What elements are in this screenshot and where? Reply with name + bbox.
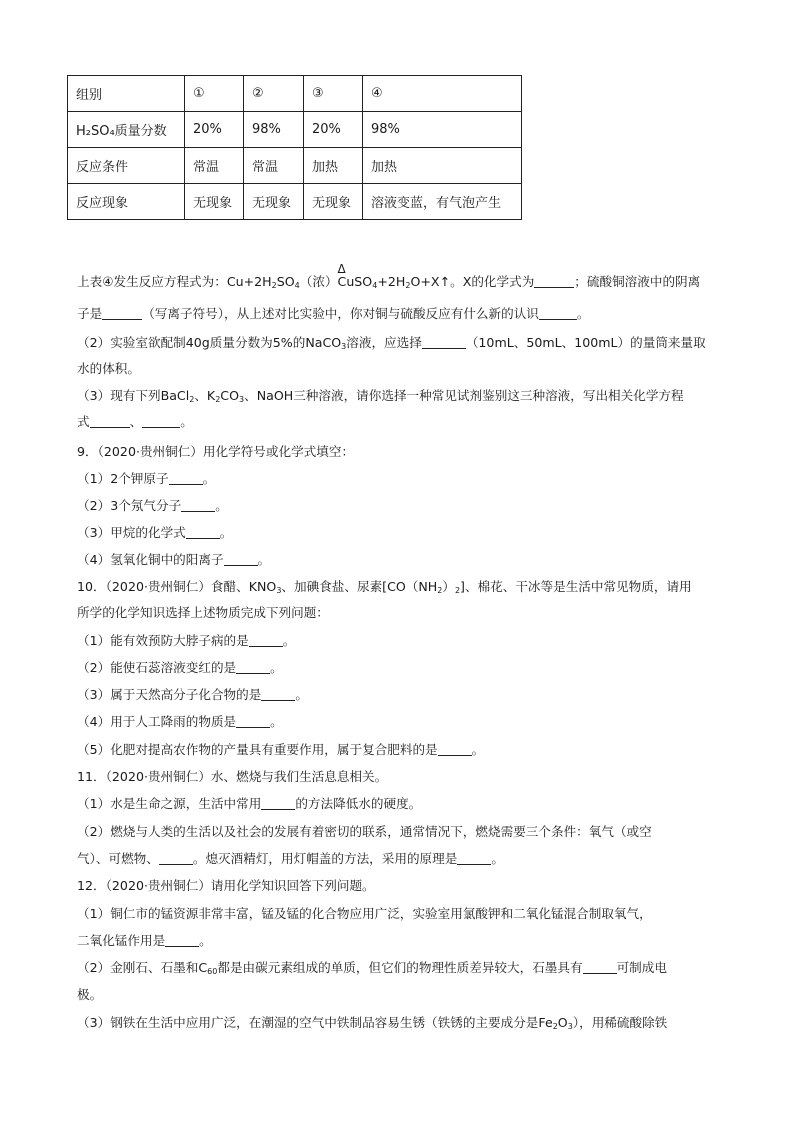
subscript: 4 bbox=[294, 281, 300, 290]
text-run: +2H bbox=[377, 274, 406, 289]
table-cell: ④ bbox=[363, 76, 522, 112]
text-run: （3）属于天然高分子化合物的是 bbox=[77, 687, 262, 702]
text-run: （3）现有下列BaCl bbox=[77, 388, 190, 403]
text-run: 。 bbox=[471, 742, 485, 757]
table-cell: 98% bbox=[363, 112, 522, 148]
answer-blank[interactable] bbox=[181, 498, 215, 512]
text-run: 。熄灭酒精灯，用灯帽盖的方法，采用的原理是 bbox=[192, 851, 458, 866]
text-run: 。 bbox=[576, 306, 590, 321]
text-run: （5）化肥对提高农作物的产量具有重要作用，属于复合肥料的是 bbox=[77, 742, 438, 757]
answer-blank[interactable] bbox=[90, 414, 130, 428]
text-run: 子是 bbox=[77, 306, 103, 321]
q10-item bbox=[77, 631, 295, 651]
text-run: 。 bbox=[180, 414, 193, 429]
answer-blank[interactable] bbox=[102, 306, 142, 320]
answer-blank[interactable] bbox=[169, 471, 203, 485]
table-cell: 98% bbox=[244, 112, 304, 148]
text-run: （4）用于人工降雨的物质是 bbox=[77, 714, 237, 729]
text-run: 。 bbox=[270, 660, 283, 675]
question-10-stem bbox=[77, 577, 692, 597]
text-run: ） bbox=[442, 579, 455, 594]
text-run: SO bbox=[276, 274, 295, 289]
text-run: 上表④发生反应方程式为：Cu+2H bbox=[77, 274, 272, 289]
text-run: 、 bbox=[129, 414, 143, 429]
q10-item bbox=[77, 658, 283, 678]
text-run: （2）能使石蕊溶液变红的是 bbox=[77, 660, 237, 675]
text-line bbox=[77, 304, 589, 324]
table-cell: 反应现象 bbox=[68, 184, 185, 220]
table-cell: 加热 bbox=[304, 148, 363, 184]
answer-blank[interactable] bbox=[186, 525, 220, 539]
subscript: 2 bbox=[405, 281, 411, 290]
text-line bbox=[77, 412, 193, 432]
q12-item: （1）铜仁市的锰资源非常丰富，锰及锰的化合物应用广泛，实验室用氯酸钾和二氧化锰混合制取氧气， bbox=[77, 906, 652, 921]
text-run: （写离子符号），从上述对比实验中，你对铜与硫酸反应有什么新的认识 bbox=[142, 306, 539, 321]
answer-blank[interactable] bbox=[142, 414, 180, 428]
table-cell: 加热 bbox=[363, 148, 522, 184]
question-9-stem: 9．（2020·贵州铜仁）用化学符号或化学式填空： bbox=[77, 444, 355, 459]
answer-blank[interactable] bbox=[261, 687, 295, 701]
table-cell: ② bbox=[244, 76, 304, 112]
text-run: 。 bbox=[295, 687, 308, 702]
answer-blank[interactable] bbox=[261, 796, 295, 810]
table-cell: 溶液变蓝，有气泡产生 bbox=[363, 184, 522, 220]
text-run: 二氧化锰作用是 bbox=[77, 933, 166, 948]
answer-blank[interactable] bbox=[422, 335, 466, 349]
text-run: （3）钢铁在生活中应用广泛，在潮湿的空气中铁制品容易生锈（铁锈的主要成分是Fe bbox=[77, 1015, 553, 1030]
table-cell: 无现象 bbox=[244, 184, 304, 220]
experiment-table bbox=[67, 75, 522, 220]
subscript: 2 bbox=[189, 395, 195, 404]
q10-item bbox=[77, 685, 308, 705]
question-10-stem-cont: 所学的化学知识选择上述物质完成下列问题： bbox=[77, 605, 329, 620]
answer-blank[interactable] bbox=[159, 851, 193, 865]
q12-item-cont: 极。 bbox=[77, 987, 103, 1002]
subscript: 2 bbox=[454, 586, 461, 595]
table-row bbox=[68, 184, 522, 220]
text-run: O bbox=[557, 1015, 568, 1030]
text-run: （4）氢氧化铜中的阳离子 bbox=[77, 552, 224, 567]
text-run: ），用稀硫酸除铁 bbox=[572, 1015, 668, 1030]
q11-item-cont bbox=[77, 849, 504, 869]
text-run: O+X↑。X的化学式为 bbox=[410, 274, 535, 289]
delta-sign: Δ bbox=[337, 262, 346, 276]
q9-item bbox=[77, 496, 228, 516]
answer-blank[interactable] bbox=[249, 633, 283, 647]
text-run: 气）、可燃物、 bbox=[77, 851, 159, 866]
table-cell: 20% bbox=[304, 112, 363, 148]
subscript: 2 bbox=[215, 395, 221, 404]
text-run: 。 bbox=[215, 498, 228, 513]
text-run: 。 bbox=[491, 851, 504, 866]
text-run: 。 bbox=[270, 714, 283, 729]
text-run: ]、棉花、干冰等是生活中常见物质，请用 bbox=[460, 579, 692, 594]
answer-blank[interactable] bbox=[165, 933, 199, 947]
text-line: 水的体积。 bbox=[77, 361, 140, 376]
table-row bbox=[68, 112, 522, 148]
text-run: 可制成电 bbox=[616, 960, 667, 975]
text-run: 。 bbox=[199, 933, 212, 948]
answer-blank[interactable] bbox=[438, 742, 472, 756]
text-run: 。 bbox=[219, 525, 233, 540]
q10-item bbox=[77, 712, 283, 732]
subscript: 2 bbox=[271, 281, 277, 290]
table-row bbox=[68, 148, 522, 184]
text-run: （1）能有效预防大脖子病的是 bbox=[77, 633, 249, 648]
subscript: 60 bbox=[207, 967, 218, 976]
table-cell: ① bbox=[185, 76, 244, 112]
text-run: 、NaOH三种溶液，请你选择一种常见试剂鉴别这三种溶液，写出相关化学方程 bbox=[244, 388, 684, 403]
table-cell: H₂SO₄质量分数 bbox=[68, 112, 185, 148]
q11-item: （2）燃烧与人类的生活以及社会的发展有着密切的联系，通常情况下，燃烧需要三个条件：氧气（或空 bbox=[77, 824, 652, 839]
subscript: 4 bbox=[372, 281, 378, 290]
text-line bbox=[77, 333, 706, 353]
subscript: 3 bbox=[567, 1022, 573, 1031]
text-run: 10．（2020·贵州铜仁）食醋、KNO bbox=[77, 579, 277, 594]
text-run: 都是由碳元素组成的单质，但它们的物理性质差异较大，石墨具有 bbox=[217, 960, 583, 975]
text-run: CO bbox=[220, 388, 239, 403]
q9-item bbox=[77, 469, 215, 489]
table-cell: 无现象 bbox=[185, 184, 244, 220]
answer-blank[interactable] bbox=[583, 960, 617, 974]
answer-blank[interactable] bbox=[236, 660, 270, 674]
text-run: CuSO bbox=[337, 274, 373, 289]
subscript: 2 bbox=[552, 1022, 558, 1031]
text-run: 。 bbox=[257, 552, 271, 567]
table-header-row bbox=[68, 76, 522, 112]
text-run: 溶液，应选择 bbox=[346, 335, 422, 350]
text-run: 式 bbox=[77, 414, 90, 429]
table-cell: 无现象 bbox=[304, 184, 363, 220]
q10-item bbox=[77, 740, 484, 760]
subscript: 2 bbox=[437, 586, 443, 595]
answer-blank[interactable] bbox=[224, 552, 258, 566]
answer-blank[interactable] bbox=[236, 714, 270, 728]
subscript: 3 bbox=[276, 586, 282, 595]
answer-blank[interactable] bbox=[457, 851, 491, 865]
text-line bbox=[77, 386, 684, 406]
q12-item bbox=[77, 958, 667, 978]
answer-blank[interactable] bbox=[539, 306, 577, 320]
text-run: 。 bbox=[282, 633, 296, 648]
table-cell: 常温 bbox=[185, 148, 244, 184]
table-cell: 常温 bbox=[244, 148, 304, 184]
question-12-stem: 12．（2020·贵州铜仁）请用化学知识回答下列问题。 bbox=[77, 878, 375, 893]
text-run: （浓） bbox=[299, 274, 338, 289]
q9-item bbox=[77, 523, 232, 543]
question-11-stem: 11．（2020·贵州铜仁）水、燃烧与我们生活息息相关。 bbox=[77, 769, 388, 784]
text-run: （10mL、50mL、100mL）的量筒来量取 bbox=[465, 335, 706, 350]
text-run: 、K bbox=[194, 388, 216, 403]
text-run: （1）水是生命之源，生活中常用 bbox=[77, 796, 262, 811]
table-cell: ③ bbox=[304, 76, 363, 112]
q11-item bbox=[77, 794, 421, 814]
q9-item bbox=[77, 550, 270, 570]
text-run: 、加碘食盐、尿素[CO（NH bbox=[281, 579, 438, 594]
equation-line bbox=[77, 262, 701, 292]
subscript: 3 bbox=[341, 342, 347, 351]
text-run: 。 bbox=[202, 471, 216, 486]
q12-item-cont bbox=[77, 931, 212, 951]
text-run: （2）3个氖气分子 bbox=[77, 498, 182, 513]
text-run: （2）金刚石、石墨和C bbox=[77, 960, 208, 975]
table-cell: 组别 bbox=[68, 76, 185, 112]
subscript: 3 bbox=[239, 395, 245, 404]
text-run: （1）2个钾原子 bbox=[77, 471, 169, 486]
text-run: （3）甲烷的化学式 bbox=[77, 525, 186, 540]
heat-condition bbox=[337, 262, 373, 292]
text-run: 的方法降低水的硬度。 bbox=[295, 796, 422, 811]
table-cell: 反应条件 bbox=[68, 148, 185, 184]
answer-blank[interactable] bbox=[534, 274, 574, 288]
q12-item bbox=[77, 1013, 667, 1033]
text-run: （2）实验室欲配制40g质量分数为5%的NaCO bbox=[77, 335, 342, 350]
table-cell: 20% bbox=[185, 112, 244, 148]
text-run: ；硫酸铜溶液中的阴离 bbox=[574, 274, 701, 289]
